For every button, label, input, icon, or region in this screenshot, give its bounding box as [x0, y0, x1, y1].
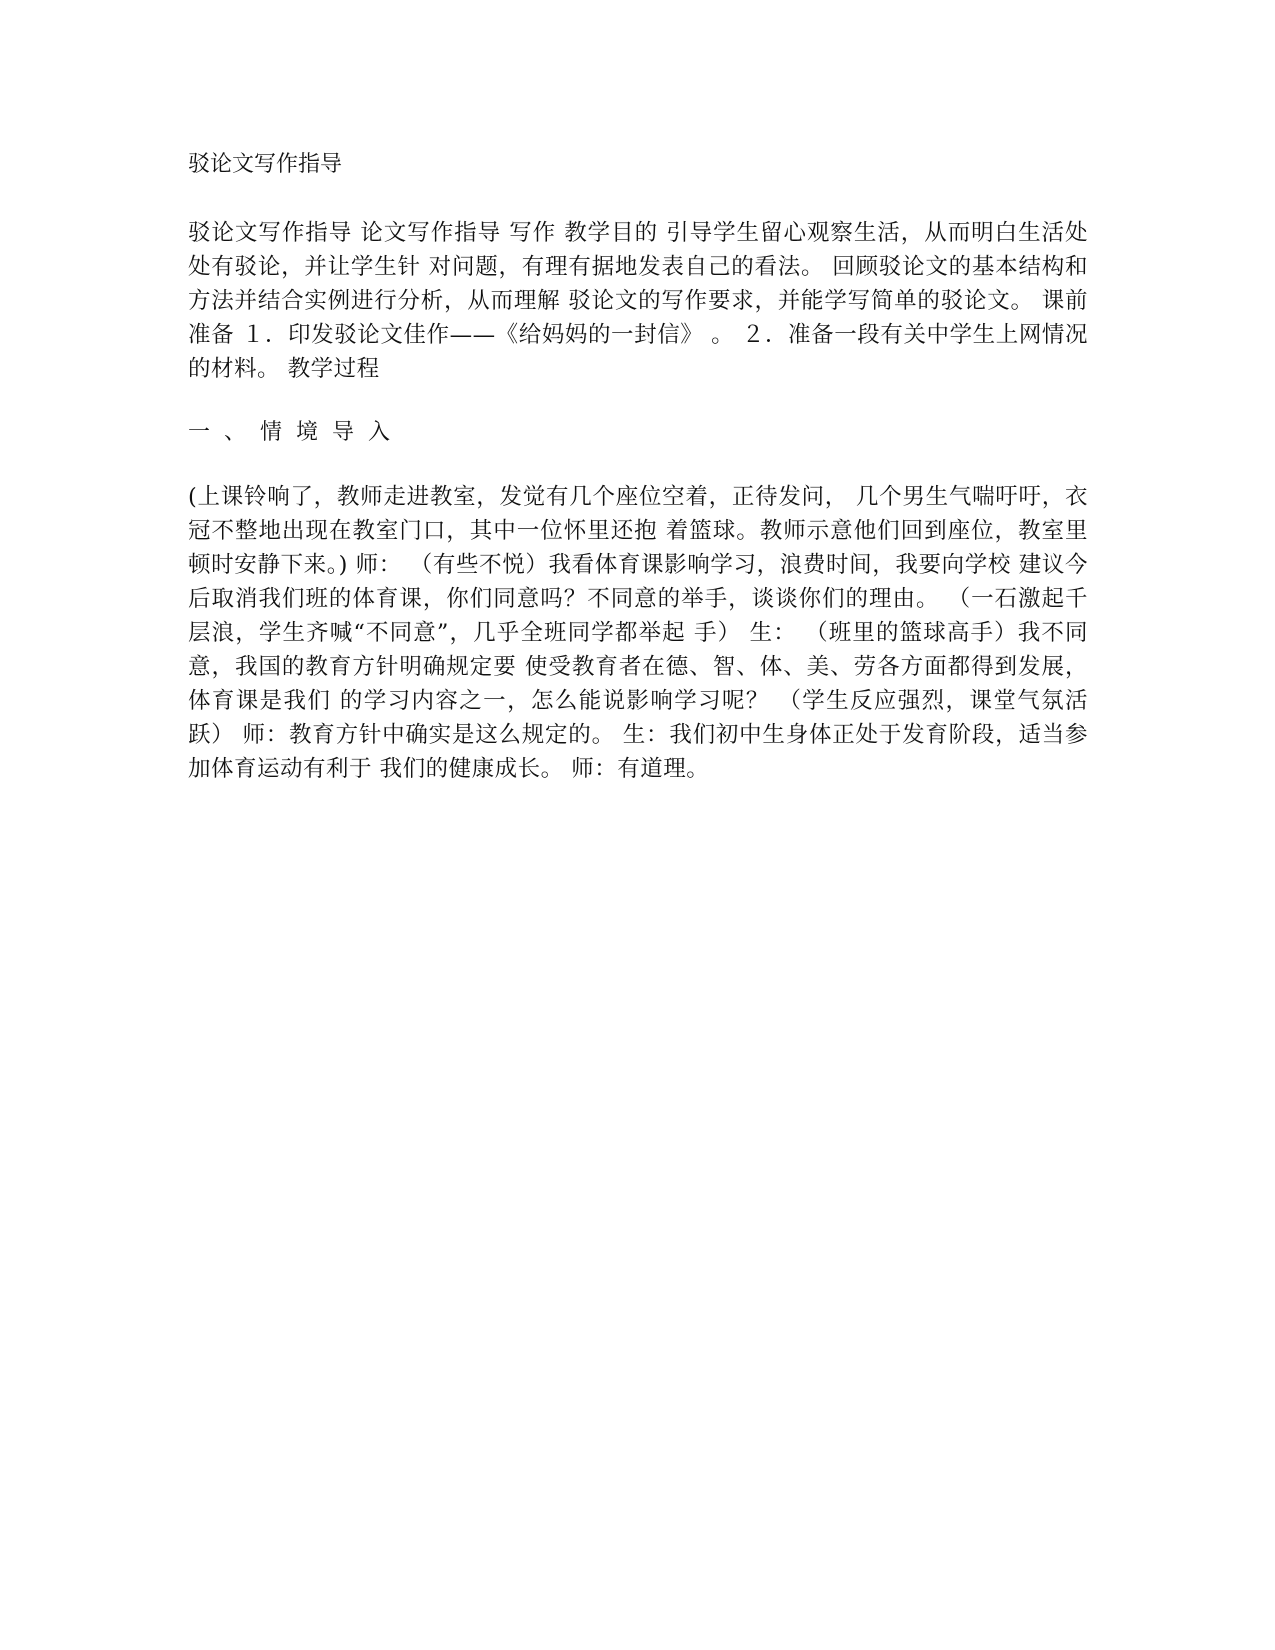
- document-page: [188, 148, 1088, 816]
- body-paragraph: (上课铃响了，教师走进教室，发觉有几个座位空着，正待发问， 几个男生气喘吁吁，衣冠不整地出现在教室门口，其中一位怀里还抱 着篮球。教师示意他们回到座位，教室里顿时安静下来。) 师： （有些不悦）我看体育课影响学习，浪费时间，我要向学校 建议今后取消我们班的体育课，你们同意吗？不同意的举手，谈谈你们的理由。 （一石激起千层浪，学生齐喊“不同意”，几乎全班同学都举起 手） 生： （班里的篮球高手）我不同意，我国的教育方针明确规定要 使受教育者在德、智、体、美、劳各方面都得到发展，体育课是我们 的学习内容之一，怎么能说影响学习呢？ （学生反应强烈，课堂气氛活跃） 师：教育方针中确实是这么规定的。 生：我们初中生身体正处于发育阶段，适当参加体育运动有利于 我们的健康成长。 师：有道理。: [188, 484, 1088, 782]
- page-title: 驳论文写作指导: [188, 152, 343, 177]
- intro-paragraph: 驳论文写作指导 论文写作指导 写作 教学目的 引导学生留心观察生活，从而明白生活处处有驳论，并让学生针 对问题，有理有据地发表自己的看法。 回顾驳论文的基本结构和方法并结合实例进行分析，从而理解 驳论文的写作要求，并能学写简单的驳论文。 课前准备 １．印发驳论文佳作——《给妈妈的一封信》 。 ２．准备一段有关中学生上网情况的材料。 教学过程: [188, 220, 1088, 382]
- section-heading: 一、情境导入: [188, 420, 405, 445]
